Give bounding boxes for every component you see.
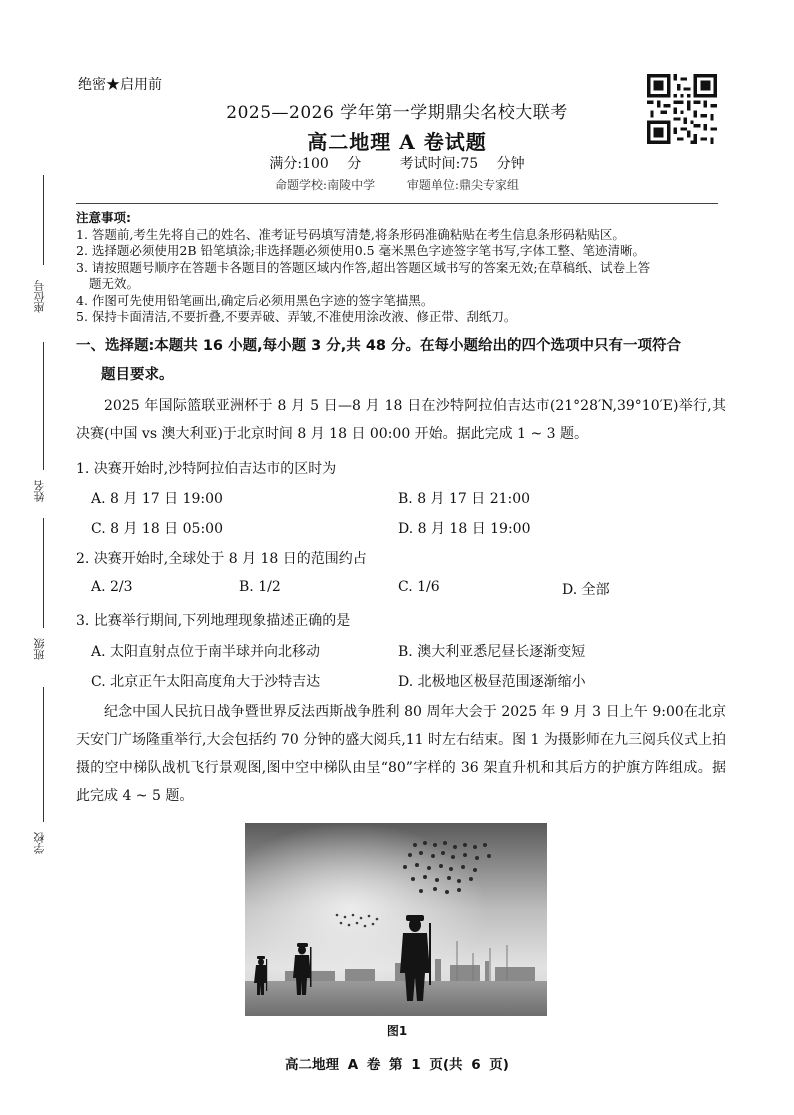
page-footer: 高二地理 A 卷 第 1 页(共 6 页) [285, 1057, 509, 1073]
q1-option-c: C. 8 月 18 日 05:00 [91, 521, 223, 537]
q1-option-d: D. 8 月 18 日 19:00 [398, 521, 531, 537]
score-time-line [0, 153, 794, 173]
passage-2: 纪念中国人民抗日战争暨世界反法西斯战争胜利 80 周年大会于 2025 年 9 月 3 日上午 9:00在北京天安门广场隆重举行,大会包括约 70 分钟的盛大阅兵,11 时左右结束。图 1 为摄影师在九三阅兵仪式上拍摄的空中梯队战机飞行景观图,图中空中梯队由呈“80”字样的 36 架直升机和其后方的护旗方阵组成。据此完成 4 ~ 5 题。 [76, 704, 726, 804]
notice-item: 1. 答题前,考生先将自己的姓名、准考证号码填写清楚,将条形码准确粘贴在考生信息条形码粘贴区。 [76, 226, 625, 242]
q1-option-a: A. 8 月 17 日 19:00 [91, 491, 223, 507]
class-label: 班级 [32, 633, 54, 665]
parade-photo [245, 823, 547, 1016]
notice-item: 2. 选择题必须使用2B 铅笔填涂;非选择题必须使用0.5 毫米黑色字迹签字笔书写,字体工整、笔迹清晰。 [76, 243, 646, 258]
setter-line [0, 176, 794, 193]
q1-option-b: B. 8 月 17 日 21:00 [398, 491, 531, 507]
question-1-stem: 1. 决赛开始时,沙特阿拉伯吉达市的区时为 [76, 461, 337, 477]
q3-option-c: C. 北京正午太阳高度角大于沙特吉达 [91, 674, 321, 690]
confidential-mark: 绝密★启用前 [78, 77, 162, 93]
passage-1: 2025 年国际篮联亚洲杯于 8 月 5 日—8 月 18 日在沙特阿拉伯吉达市(21°28′N,39°10′E)举行,其决赛(中国 vs 澳大利亚)于北京时间 8 月 18 日 00:00 开始。据此完成 1 ~ 3 题。 [76, 398, 726, 442]
exam-subtitle: 高二地理 A 卷试题 [307, 130, 487, 154]
margin-line [43, 342, 44, 470]
notice-item: 3. 请按照题号顺序在答题卡各题目的答题区域内作答,超出答题区域书写的答案无效;在草稿纸、试卷上答 [76, 259, 651, 275]
exam-title: 2025—2026 学年第一学期鼎尖名校大联考 [226, 103, 568, 123]
margin-line [43, 518, 44, 628]
notice-title: 注意事项: [76, 210, 131, 225]
question-3-stem: 3. 比赛举行期间,下列地理现象描述正确的是 [76, 613, 351, 629]
notice-item: 4. 作图可先使用铅笔画出,确定后必须用黑色字迹的签字笔描黑。 [76, 292, 434, 308]
q3-option-b: B. 澳大利亚悉尼昼长逐渐变短 [398, 644, 586, 660]
section-title-line: 一、选择题:本题共 16 小题,每小题 3 分,共 48 分。在每小题给出的四个选项中只有一项符合 [76, 338, 682, 354]
q3-option-a: A. 太阳直射点位于南半球并向北移动 [91, 644, 321, 660]
full-score: 满分:100 分 [269, 156, 362, 172]
question-2-stem: 2. 决赛开始时,全球处于 8 月 18 日的范围约占 [76, 551, 367, 567]
q3-option-d: D. 北极地区极昼范围逐渐缩小 [398, 674, 586, 690]
q2-option-b: B. 1/2 [239, 579, 281, 595]
q2-option-a: A. 2/3 [91, 579, 133, 595]
reviewer-unit: 审题单位:鼎尖专家组 [406, 178, 519, 192]
seat-number-label: 座位号 [32, 272, 54, 322]
school-label: 学校 [32, 827, 54, 859]
section-title [76, 332, 726, 390]
notice-item: 题无效。 [89, 276, 140, 291]
q2-option-d: D. 全部 [562, 582, 610, 598]
notice-block [76, 210, 726, 326]
figure-caption: 图1 [386, 1024, 408, 1038]
header-divider [76, 203, 718, 204]
margin-line [43, 687, 44, 822]
margin-line [43, 175, 44, 265]
exam-time: 考试时间:75 分钟 [399, 156, 525, 172]
q2-option-c: C. 1/6 [398, 579, 440, 595]
section-title-line: 题目要求。 [101, 367, 174, 383]
setter-school: 命题学校:南陵中学 [275, 178, 376, 192]
name-label: 姓名 [32, 475, 54, 507]
notice-item: 5. 保持卡面清洁,不要折叠,不要弄破、弄皱,不准使用涂改液、修正带、刮纸刀。 [76, 309, 517, 324]
